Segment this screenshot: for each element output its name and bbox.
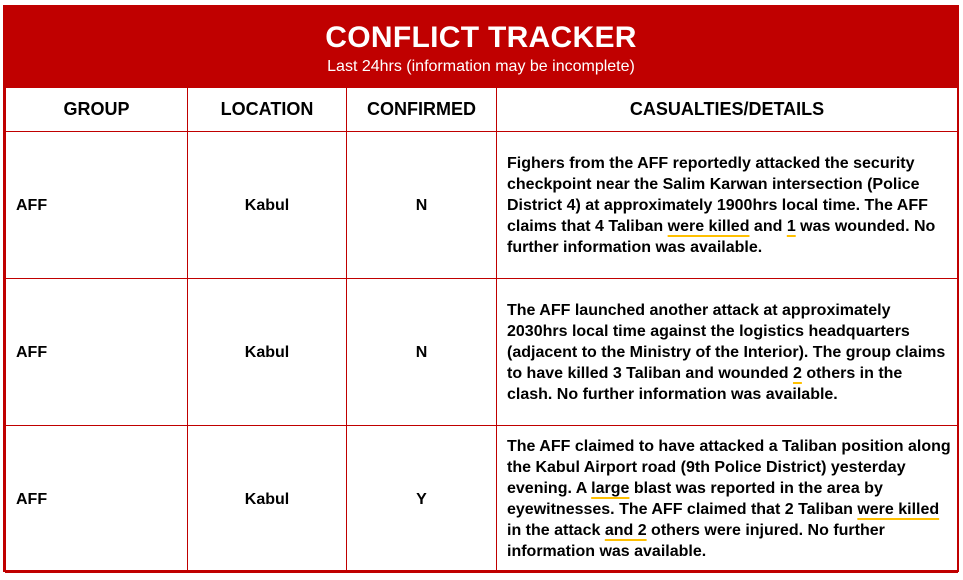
details-text: blast was reported in the area by eyewitnesses. The AFF claimed that 2 Taliban <box>507 480 883 518</box>
details-text: Fighers from the AFF reportedly attacked the security checkpoint near the Salim Karwan intersection (Police District 4) at approximately 1900hrs local time. The AFF claims that 4 Taliban <box>507 154 928 235</box>
highlighted-phrase: and 2 <box>604 522 647 539</box>
location-cell: Kabul <box>188 426 347 573</box>
highlighted-phrase: were killed <box>857 501 940 518</box>
highlighted-phrase: 2 <box>792 364 802 382</box>
page-subtitle: Last 24hrs (information may be incomplete) <box>327 58 635 75</box>
page-title: CONFLICT TRACKER <box>325 21 637 54</box>
highlighted-phrase: large <box>591 480 630 497</box>
header-row <box>6 88 958 132</box>
column-header-details: CASUALTIES/DETAILS <box>497 88 958 132</box>
group-cell: AFF <box>6 132 188 279</box>
confirmed-cell: N <box>347 279 497 426</box>
details-cell <box>497 279 958 426</box>
group-cell: AFF <box>6 426 188 573</box>
details-cell <box>497 426 958 573</box>
details-text: The AFF claimed to have attacked a Taliban position along the Kabul Airport road (9th Police District) yesterday evening. A <box>507 438 951 497</box>
details-text: The AFF launched another attack at approximately 2030hrs local time against the logistics headquarters (adjacent to the Ministry of the Interior). The group claims to have killed 3 Taliban and wounded <box>507 301 946 382</box>
column-header-group: GROUP <box>6 88 188 132</box>
details-cell <box>497 132 958 279</box>
table-row <box>6 426 958 573</box>
column-header-confirmed: CONFIRMED <box>347 88 497 132</box>
table-row <box>6 132 958 279</box>
location-cell: Kabul <box>188 279 347 426</box>
details-text: others were injured. No further information was available. <box>507 522 885 560</box>
group-cell: AFF <box>6 279 188 426</box>
details-text: and <box>749 217 787 235</box>
details-text: in the attack <box>507 522 605 539</box>
details-text: others in the clash. No further information was available. <box>507 364 903 403</box>
confirmed-cell: N <box>347 132 497 279</box>
details-text: was wounded. No further information was available. <box>507 217 936 256</box>
title-banner <box>5 7 957 87</box>
highlighted-phrase: were killed <box>667 217 750 235</box>
conflict-tracker-panel <box>3 5 959 572</box>
location-cell: Kabul <box>188 132 347 279</box>
highlighted-phrase: 1 <box>786 217 796 235</box>
confirmed-cell: Y <box>347 426 497 573</box>
conflict-table <box>5 87 958 573</box>
table-row <box>6 279 958 426</box>
column-header-location: LOCATION <box>188 88 347 132</box>
